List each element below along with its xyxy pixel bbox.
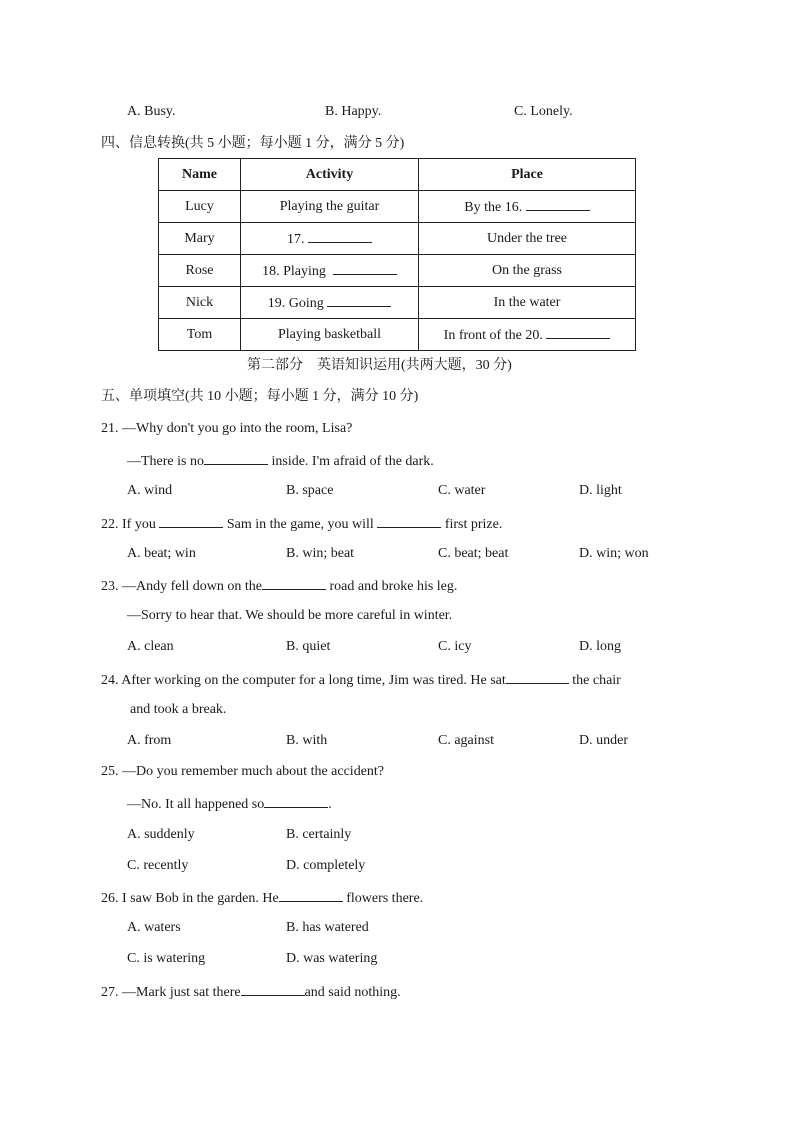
q26-option-c[interactable]: C. is watering: [127, 951, 206, 966]
q26-option-b[interactable]: B. has watered: [286, 920, 369, 935]
q21-line2: [127, 452, 434, 470]
cell-name: Nick: [159, 287, 241, 319]
q24-stem-a: 24. After working on the computer for a long time, Jim was tired. He sat: [101, 673, 506, 688]
q22-option-d[interactable]: D. win; won: [579, 546, 649, 561]
q22-option-b[interactable]: B. win; beat: [286, 546, 355, 561]
q24-option-b[interactable]: B. with: [286, 733, 328, 748]
q22-stem-a: 22. If you: [101, 517, 160, 532]
q25-stem: 25. —Do you remember much about the accident?: [101, 764, 385, 779]
q24-line2: and took a break.: [130, 702, 227, 717]
q22-stem: [101, 515, 502, 533]
section-4-heading: 四、信息转换(共 5 小题；每小题 1 分，满分 5 分): [101, 136, 405, 151]
q23-blank[interactable]: [262, 577, 326, 590]
table-row: [159, 223, 636, 255]
q21-blank[interactable]: [204, 452, 268, 465]
header-place: Place: [419, 159, 636, 191]
cell-name: Rose: [159, 255, 241, 287]
cell-place: [419, 319, 636, 351]
cell-place-text: In front of the 20.: [443, 327, 543, 343]
q25-option-d[interactable]: D. completely: [286, 858, 366, 873]
info-transfer-table: [158, 158, 636, 351]
table-row: [159, 255, 636, 287]
q23-stem-a: 23. —Andy fell down on the: [101, 579, 262, 594]
q27-stem: [101, 983, 401, 1001]
table-row: [159, 191, 636, 223]
cell-name: Mary: [159, 223, 241, 255]
q21-option-a[interactable]: A. wind: [127, 483, 173, 498]
q25-option-b[interactable]: B. certainly: [286, 827, 352, 842]
answer-blank-17[interactable]: [308, 230, 372, 243]
q25-option-c[interactable]: C. recently: [127, 858, 189, 873]
cell-activity-text: 17.: [287, 231, 305, 247]
cell-place: [419, 191, 636, 223]
cell-place-text: By the 16.: [464, 199, 523, 215]
cell-activity: [241, 223, 419, 255]
q27-stem-b: and said nothing.: [304, 985, 401, 1000]
q25-line2-b: .: [328, 797, 332, 812]
q26-option-a[interactable]: A. waters: [127, 920, 181, 935]
cell-activity: Playing basketball: [241, 319, 419, 351]
q23-option-a[interactable]: A. clean: [127, 639, 174, 654]
q21-option-b[interactable]: B. space: [286, 483, 334, 498]
table-header-row: [159, 159, 636, 191]
q23-stem: [101, 577, 457, 595]
q26-option-d[interactable]: D. was watering: [286, 951, 378, 966]
q23-stem-b: road and broke his leg.: [325, 579, 458, 594]
q27-blank[interactable]: [241, 983, 305, 996]
cell-place: On the grass: [419, 255, 636, 287]
q25-line2-a: —No. It all happened so: [127, 797, 265, 812]
q22-option-c[interactable]: C. beat; beat: [438, 546, 509, 561]
cell-name: Tom: [159, 319, 241, 351]
q22-stem-c: first prize.: [441, 517, 503, 532]
q24-stem-b: the chair: [568, 673, 621, 688]
q27-stem-a: 27. —Mark just sat there: [101, 985, 241, 1000]
cell-activity-text: 18. Playing: [262, 263, 326, 279]
q21-option-d[interactable]: D. light: [579, 483, 622, 498]
q22-option-a[interactable]: A. beat; win: [127, 546, 196, 561]
q24-stem: [101, 671, 621, 689]
cell-activity: [241, 287, 419, 319]
q25-option-a[interactable]: A. suddenly: [127, 827, 195, 842]
q26-blank[interactable]: [279, 889, 343, 902]
header-activity: Activity: [241, 159, 419, 191]
table-row: [159, 319, 636, 351]
q23-line2: —Sorry to hear that. We should be more careful in winter.: [127, 608, 453, 623]
q22-blank-2[interactable]: [377, 515, 441, 528]
q21-line2-a: —There is no: [127, 454, 204, 469]
cell-activity: [241, 255, 419, 287]
option-a-busy: A. Busy.: [127, 104, 176, 119]
q23-option-b[interactable]: B. quiet: [286, 639, 331, 654]
cell-place: In the water: [419, 287, 636, 319]
q23-option-c[interactable]: C. icy: [438, 639, 472, 654]
option-c-lonely: C. Lonely.: [514, 104, 573, 119]
option-b-happy: B. Happy.: [325, 104, 382, 119]
section-5-heading: 五、单项填空(共 10 小题；每小题 1 分，满分 10 分): [101, 389, 419, 404]
q24-option-c[interactable]: C. against: [438, 733, 494, 748]
part-2-heading: 第二部分 英语知识运用(共两大题，30 分): [247, 358, 512, 373]
q24-option-a[interactable]: A. from: [127, 733, 172, 748]
table-row: [159, 287, 636, 319]
q26-stem-b: flowers there.: [342, 891, 424, 906]
cell-place: Under the tree: [419, 223, 636, 255]
q21-line2-b: inside. I'm afraid of the dark.: [267, 454, 434, 469]
q26-stem: [101, 889, 423, 907]
q22-stem-b: Sam in the game, you will: [223, 517, 378, 532]
q23-option-d[interactable]: D. long: [579, 639, 621, 654]
cell-name: Lucy: [159, 191, 241, 223]
q21-stem: 21. —Why don't you go into the room, Lisa?: [101, 421, 353, 436]
q21-option-c[interactable]: C. water: [438, 483, 486, 498]
answer-blank-16[interactable]: [526, 198, 590, 211]
q24-blank[interactable]: [506, 671, 569, 684]
answer-blank-20[interactable]: [546, 326, 610, 339]
q25-line2: [127, 795, 332, 813]
q26-stem-a: 26. I saw Bob in the garden. He: [101, 891, 279, 906]
q25-blank[interactable]: [264, 795, 328, 808]
answer-blank-18[interactable]: [333, 262, 397, 275]
cell-activity-text: 19. Going: [267, 295, 324, 311]
q22-blank-1[interactable]: [159, 515, 223, 528]
q24-option-d[interactable]: D. under: [579, 733, 628, 748]
header-name: Name: [159, 159, 241, 191]
cell-activity: Playing the guitar: [241, 191, 419, 223]
answer-blank-19[interactable]: [327, 294, 391, 307]
